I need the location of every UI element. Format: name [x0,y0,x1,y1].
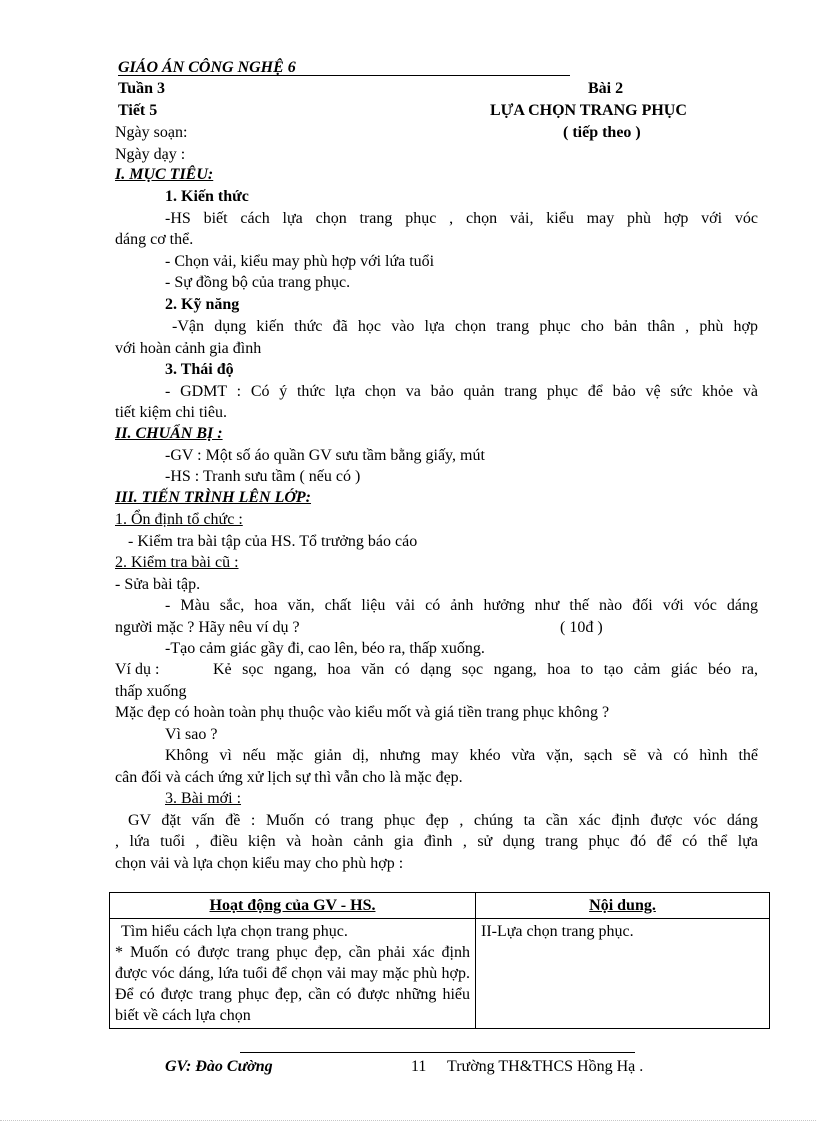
step3-text: chọn vải và lựa chọn kiểu may cho phù hợp : [115,855,404,872]
continued-label: ( tiếp theo ) [563,124,641,141]
week: Tuần 3 [118,80,165,97]
footer-rule [240,1052,635,1053]
table-header-row [110,893,770,919]
knowledge-line: - Chọn vải, kiểu may phù hợp với lứa tuổi [165,253,435,270]
knowledge-line: - Sự đồng bộ của trang phục. [165,274,351,291]
content-text: II-Lựa chọn trang phục. [481,923,634,940]
objectives-heading: I. MỤC TIÊU: [115,166,214,183]
activities-cell [110,919,476,1029]
period: Tiết 5 [118,102,158,119]
step2-heading: 2. Kiểm tra bài cũ : [115,554,239,571]
knowledge-line: -HS biết cách lựa chọn trang phục , chọn vải, kiểu may phù hợp với vóc [165,210,758,227]
student-prep: -HS : Tranh sưu tầm ( nếu có ) [165,468,361,485]
example-text: thấp xuống [115,683,187,700]
header-rule [118,75,570,76]
col-activities-header: Hoạt động của GV - HS. [110,893,476,919]
skills-line: -Vận dụng kiến thức đã học vào lựa chọn trang phục cho bản thân , phù hợp [172,318,758,335]
points: ( 10đ ) [560,619,603,636]
step2-answer: Không vì nếu mặc giản dị, nhưng may khéo vừa vặn, sạch sẽ và có hình thể [165,747,758,764]
activity-title: Tìm hiểu cách lựa chọn trang phục. [121,923,348,940]
activity-table [109,892,770,1029]
step1-text: - Kiểm tra bài tập của HS. Tổ trưởng báo cáo [128,533,418,550]
step2-answer: -Tạo cảm giác gầy đi, cao lên, béo ra, thấp xuống. [165,640,485,657]
step2-line: - Sửa bài tập. [115,576,201,593]
step2-question: - Màu sắc, hoa văn, chất liệu vải có ảnh hưởng như thế nào đối với vóc dáng [165,597,758,614]
teacher-prep: -GV : Một số áo quần GV sưu tầm bằng giấy, mút [165,447,485,464]
content-cell [476,919,770,1029]
col-content-header: Nội dung. [476,893,770,919]
step2-question: Mặc đẹp có hoàn toàn phụ thuộc vào kiểu mốt và giá tiền trang phục không ? [115,704,610,721]
example-label: Ví dụ : [115,661,160,678]
procedure-heading: III. TIẾN TRÌNH LÊN LỚP: [115,489,312,506]
skills-heading: 2. Kỹ năng [165,296,240,313]
skills-line: với hoàn cảnh gia đình [115,340,262,357]
footer-teacher: GV: Đào Cường [165,1058,273,1075]
knowledge-line: dáng cơ thể. [115,231,194,248]
step1-heading: 1. Ổn định tổ chức : [115,511,243,528]
attitude-line: - GDMT : Có ý thức lựa chọn va bảo quản trang phục để bảo vệ sức khỏe và [165,383,758,400]
step2-answer: cân đối và cách ứng xử lịch sự thì vẫn cho là mặc đẹp. [115,769,463,786]
step3-text: , lứa tuổi , điều kiện và hoàn cảnh gia đình , sử dụng trang phục đó để có thể lựa [115,833,758,850]
step3-text: GV đặt vấn đề : Muốn có trang phục đẹp , chúng ta cần xác định được vóc dáng [128,812,758,829]
activity-body: * Muốn có được trang phục đẹp, cần phải xác định được vóc dáng, lứa tuổi để chọn vải may mặc phù hợp. Để có được trang phục đẹp, cần có được những hiểu biết về cách lựa chọn [115,944,470,1024]
page-edge [0,1120,816,1121]
lesson-title: LỰA CHỌN TRANG PHỤC [490,102,687,119]
step2-question: người mặc ? Hãy nêu ví dụ ? [115,619,300,636]
example-text: Kẻ sọc ngang, hoa văn có dạng sọc ngang, hoa to tạo cảm giác béo ra, [213,661,758,678]
step3-heading: 3. Bài mới : [165,790,242,807]
footer-school: Trường TH&THCS Hồng Hạ . [447,1058,644,1075]
table-row [110,919,770,1029]
step2-question: Vì sao ? [165,726,218,743]
teach-date: Ngày dạy : [115,146,186,163]
attitude-line: tiết kiệm chi tiêu. [115,404,227,421]
knowledge-heading: 1. Kiến thức [165,188,249,205]
attitude-heading: 3. Thái độ [165,361,234,378]
lesson-number: Bài 2 [588,80,624,97]
footer-page-number: 11 [411,1058,427,1075]
preparation-heading: II. CHUẨN BỊ : [115,425,223,442]
prep-date: Ngày soạn: [115,124,188,141]
doc-title: GIÁO ÁN CÔNG NGHỆ 6 [118,59,296,76]
